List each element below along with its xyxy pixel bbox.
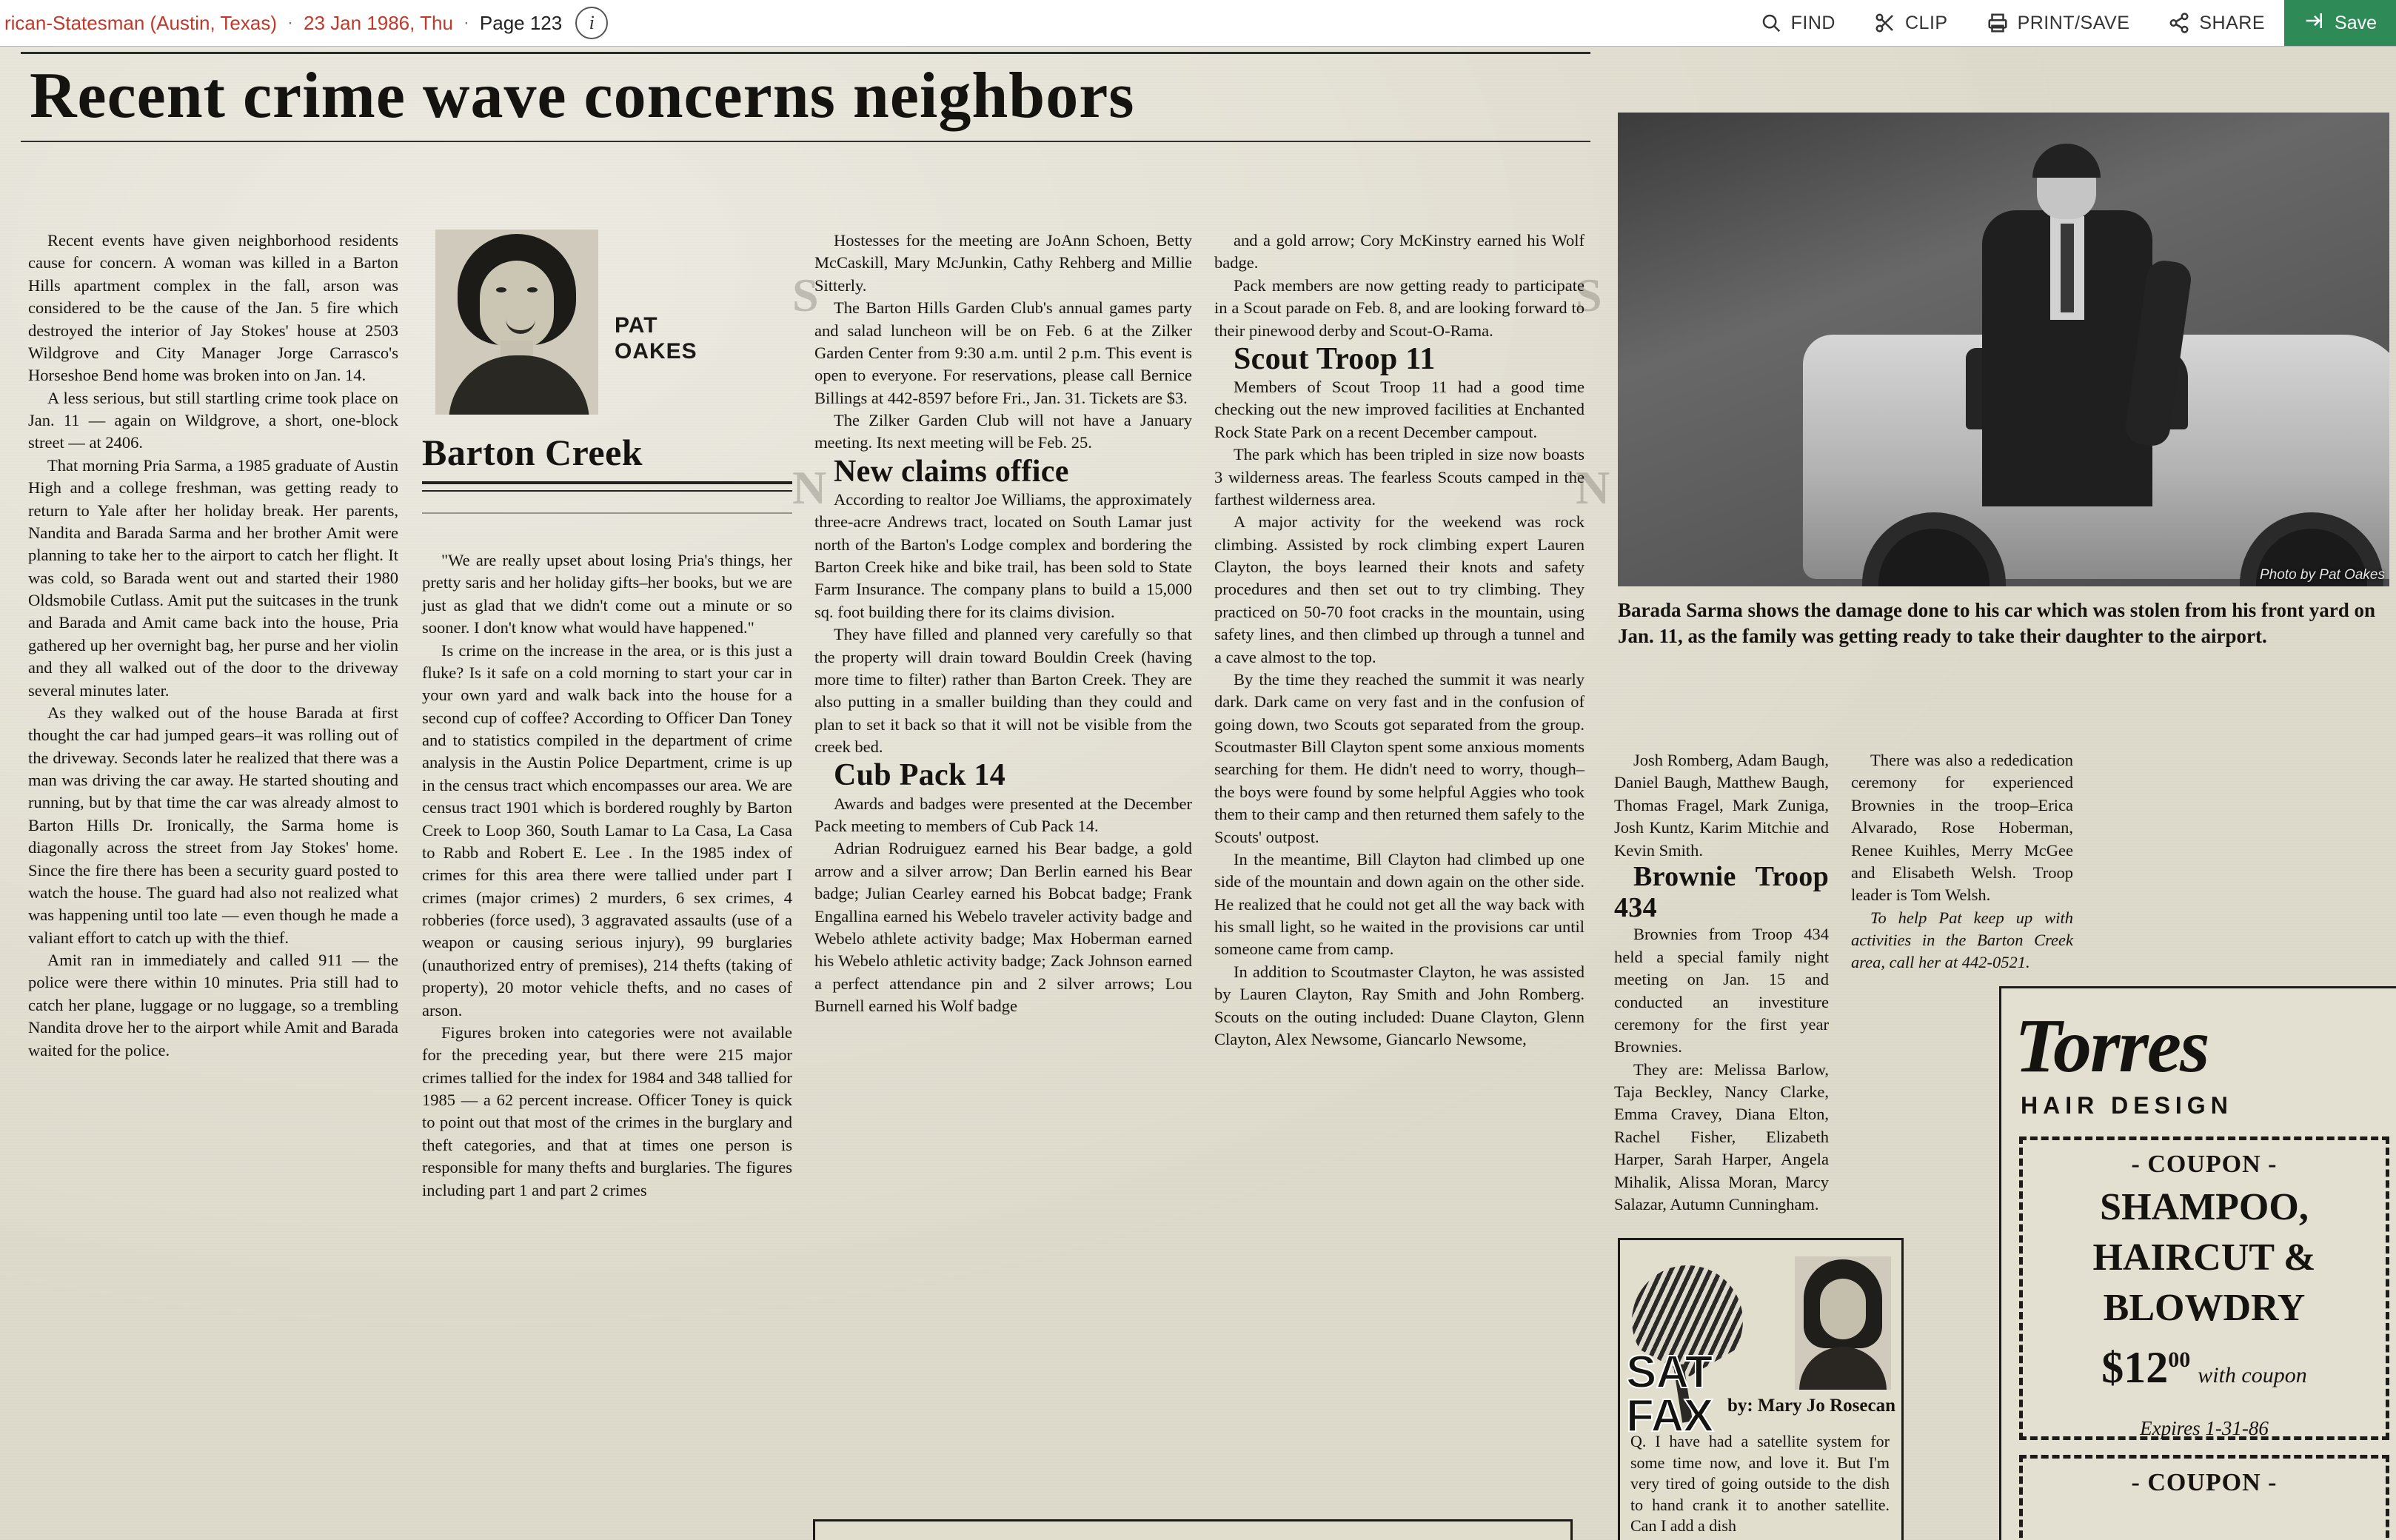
breadcrumb-date[interactable]: 23 Jan 1986, Thu <box>304 11 453 34</box>
breadcrumb-separator-1: · <box>287 13 293 33</box>
paragraph: Pack members are now getting ready to participate in a Scout parade on Feb. 8, and are looking forward to their pinewood derby and Scout-O-Rama. <box>1214 275 1584 340</box>
paragraph: Awards and badges were presented at the December Pack meeting to members of Cub Pack 14. <box>814 794 1192 835</box>
coupon-price <box>2023 1342 2386 1393</box>
coupon-price-value: 12 <box>2124 1342 2169 1392</box>
article-column-6 <box>1851 749 2073 974</box>
paragraph: "We are really upset about losing Pria's things, her pretty saris and her holiday gifts–her books, but we are just as glad that we didn't come out a minute or so sooner. I don't know what would have happened." <box>422 551 792 637</box>
column-title-rule-thick <box>422 481 792 484</box>
paragraph: That morning Pria Sarma, a 1985 graduate of Austin High and a college freshman, was getting ready to return to Yale after her holiday break. Her parents, Nandita and Barada Sarma and her brother Amit were planning to take her to the airport to catch her flight. It was cold, so Barada went out and started their 1980 Oldsmobile Cutlass. Amit put the suitcases in the trunk and Barada and Amit came back into the house, Pria gathered up her overnight bag, her purse and her violin and they all walked out of the door to the driveway several minutes later. <box>28 455 398 700</box>
paragraph: As they walked out of the house Barada at first thought the car had jumped gears–it was rolling out of the driveway. Seconds later he realized that there was a man was driving the car away. He started shouting and running, but by that time the car was already almost to Barton Hills Dr. Ironically, the Sarma home is diagonally across the street from Jay Stokes' home. Since the fire there has been a security guard posted to watch the house. The guard had also not realized what was happening until too late — even though he made a valiant effort to catch up with the thief. <box>28 703 398 947</box>
paragraph: They are: Melissa Barlow, Taja Beckley, Nancy Clarke, Emma Cravey, Diana Elton, Rachel Fisher, Elizabeth Harper, Sarah Harper, Angela Mihalik, Alissa Moran, Marcy Salazar, Autumn Cunningham. <box>1614 1059 1829 1213</box>
coupon-price-note: with coupon <box>2198 1362 2307 1387</box>
paragraph: In addition to Scoutmaster Clayton, he was assisted by Lauren Clayton, Ray Smith and John Romberg. Scouts on the outing included: Duane Clayton, Glenn Clayton, Alex Newsome, Giancarlo Newsome, <box>1214 962 1584 1048</box>
find-label: FIND <box>1790 12 1836 33</box>
scissors-icon <box>1874 12 1896 34</box>
portrait-body <box>1799 1347 1887 1390</box>
ad-satfax-logo-line2: FAX <box>1626 1390 1713 1442</box>
coupon-service-1: SHAMPOO, <box>2100 1186 2309 1228</box>
coupon-2-title: - COUPON - <box>2131 1469 2278 1496</box>
subheading-cub-pack-14: Cub Pack 14 <box>834 758 1006 793</box>
paragraph: Brownies from Troop 434 held a special family night meeting on Jan. 15 and conducted an investiture ceremony for the first year Brownies. <box>1614 925 1829 1057</box>
breadcrumb-newspaper[interactable]: rican-Statesman (Austin, Texas) <box>4 11 277 34</box>
article-column-3 <box>814 230 1192 1017</box>
share-icon <box>2168 12 2190 34</box>
find-button[interactable] <box>1741 0 1855 46</box>
watermark-letter: S <box>792 269 819 321</box>
paragraph: The Zilker Garden Club will not have a January meeting. Its next meeting will be Feb. 25. <box>814 411 1192 452</box>
save-arrow-icon <box>2303 10 2326 37</box>
subheading-scout-troop-11: Scout Troop 11 <box>1234 341 1436 376</box>
info-icon[interactable]: i <box>575 7 608 39</box>
subheading-brownie-troop-434: Brownie Troop 434 <box>1614 860 1829 923</box>
ad-satfax-text: Q. I have had a satellite system for some time now, and love it. But I'm very tired of going outside to the dish to hand crank it to another satellite. Can I add a dish <box>1630 1432 1890 1536</box>
paragraph-contact-note: To help Pat keep up with activities in the Barton Creek area, call her at 442-0521. <box>1851 908 2073 972</box>
print-save-button[interactable] <box>1967 0 2149 46</box>
portrait-face <box>480 261 554 349</box>
ad-torres-subtitle: HAIR DESIGN <box>2021 1092 2233 1119</box>
ad-satfax-portrait <box>1795 1256 1891 1390</box>
print-save-label: PRINT/SAVE <box>2017 12 2130 33</box>
clip-button[interactable] <box>1855 0 1967 46</box>
portrait-body <box>449 355 589 415</box>
ad-torres-coupon-2[interactable] <box>2019 1455 2389 1540</box>
paragraph: Hostesses for the meeting are JoAnn Schoen, Betty McCaskill, Mary McJunkin, Cathy Rehberg and Millie Sitterly. <box>814 231 1192 295</box>
column-2-hairline <box>422 512 792 514</box>
photo-man-tie <box>2061 224 2074 312</box>
columnist-first-name: PAT <box>615 313 658 338</box>
ad-satfax[interactable] <box>1618 1238 1904 1540</box>
search-icon <box>1760 12 1782 34</box>
paragraph: Josh Romberg, Adam Baugh, Daniel Baugh, Matthew Baugh, Thomas Fragel, Mark Zuniga, Josh Kuntz, Karim Mitchie and Kevin Smith. <box>1614 751 1829 860</box>
column-title: Barton Creek <box>422 432 643 473</box>
paragraph: and a gold arrow; Cory McKinstry earned his Wolf badge. <box>1214 231 1584 272</box>
portrait-eye-right <box>527 287 538 292</box>
article-headline: Recent crime wave concerns neighbors <box>30 60 1135 132</box>
watermark-letter: S <box>1576 269 1602 321</box>
ad-satfax-byline: by: Mary Jo Rosecan <box>1727 1396 1895 1416</box>
ad-satfax-logo-line1: SAT <box>1626 1347 1713 1398</box>
columnist-last-name: OAKES <box>615 339 697 364</box>
newspaper-page[interactable] <box>0 46 2396 1540</box>
ad-torres-logo: Torres <box>2015 1003 2209 1088</box>
bottom-ad-box <box>813 1519 1573 1540</box>
printer-icon <box>1987 12 2009 34</box>
top-rule <box>21 52 1590 54</box>
paragraph: They have filled and planned very carefully so that the property will drain toward Bouldin Creek (having more time to filter) rather than Barton Creek. They are also putting in a smaller building than they could and plan to set it back so that it will not be visible from the creek bed. <box>814 625 1192 757</box>
breadcrumb-page: Page 123 <box>479 11 563 34</box>
column-title-rule-thin <box>422 490 792 492</box>
coupon-expiry: Expires 1-31-86 <box>2140 1416 2269 1439</box>
paragraph: Amit ran in immediately and called 911 — the police were there within 10 minutes. Pria still had to catch her plane, luggage or no luggage, so a trembling Nandita drove her to the airport while Amit and Barada waited for the police. <box>28 951 398 1059</box>
article-column-4 <box>1214 230 1584 1051</box>
article-photo <box>1618 113 2389 586</box>
subheading-new-claims-office: New claims office <box>834 454 1069 489</box>
ad-torres-coupon[interactable] <box>2019 1136 2389 1440</box>
ad-satfax-logo <box>1626 1347 1713 1442</box>
paragraph: A less serious, but still startling crime took place on Jan. 11 — again on Wildgrove, a short, one-block street — at 2406. <box>28 388 398 452</box>
article-column-2 <box>422 549 792 1202</box>
coupon-service-2: HAIRCUT & <box>2092 1236 2316 1279</box>
watermark-letter: N <box>792 461 827 514</box>
article-column-5 <box>1614 749 1829 1216</box>
paragraph: Recent events have given neighborhood residents cause for concern. A woman was killed in a Barton Hills apartment complex in the fall, arson was considered to be the cause of the Jan. 5 fire which destroyed the interior of Jay Stokes' house at 2503 Wildgrove and City Manager Jorge Carrasco's Horseshoe Bend home was broken into on Jan. 14. <box>28 231 398 385</box>
paragraph: Figures broken into categories were not available for the preceding year, but there were 215 major crimes tallied for the index for 1984 and 348 tallied for 1985 — a 62 percent increase. Officer Toney is quick to point out that most of the crimes in the burglary and theft categories, and that at times one person is responsible for many thefts and burglaries. The figures including part 1 and part 2 crimes <box>422 1022 792 1199</box>
headline-rule <box>21 141 1590 142</box>
photo-credit: Photo by Pat Oakes <box>2260 567 2385 583</box>
share-button[interactable] <box>2149 0 2284 46</box>
columnist-name <box>615 312 785 365</box>
coupon-service-3: BLOWDRY <box>2103 1287 2306 1330</box>
paragraph: There was also a rededication ceremony for experienced Brownies in the troop–Erica Alvarado, Rose Hoberman, Renee Kuihles, Merry McGee and Elisabeth Welsh. Troop leader is Tom Welsh. <box>1851 751 2073 905</box>
paragraph: Is crime on the increase in the area, or is this just a fluke? Is it safe on a cold morning to start your car in your own yard and walk back into the house for a second cup of coffee? According to Officer Dan Toney and to statistics compiled in the department of crime analysis in the Austin Police Department, crime is up in the census tract which encompasses our area. We are census tract 1901 which is bordered roughly by Barton Creek to Loop 360, South Lamar to La Casa, La Casa to Rabb and Robert E. Lee . In the 1985 index of crimes for this area there were tallied under part I crimes (major crimes) 2 murders, 6 sex crimes, 4 robberies (force used), 3 aggravated assaults (use of a weapon or causing serious injury), 99 burglaries (unauthorized entry of premises), 214 thefts (taking of property), 20 motor vehicle thefts, and no cases of arson. <box>422 640 792 1020</box>
toolbar-actions <box>1741 0 2396 46</box>
paragraph: By the time they reached the summit it was nearly dark. Dark came on very fast and in the confusion of going down, two Scouts got separated from the group. Scoutmaster Bill Clayton spent some anxious moments searching for them. He didn't need to worry, though–the boys were found by some helpful Aggies who took them to their camp and then returned them safely to the Scouts' outpost. <box>1214 669 1584 846</box>
watermark-letter: N <box>1576 461 1610 514</box>
portrait-eye-left <box>496 287 506 292</box>
paragraph: According to realtor Joe Williams, the approximately three-acre Andrews tract, located on South Lamar just north of the Barton's Lodge complex and bordering the Barton Creek hike and bike trail, has been sold to State Farm Insurance. The company plans to build a 15,000 sq. foot building there for its claims division. <box>814 489 1192 621</box>
photo-caption: Barada Sarma shows the damage done to his car which was stolen from his front yard on Jan. 11, as the family was getting ready to take their daughter to the airport. <box>1618 599 2376 647</box>
paragraph: Members of Scout Troop 11 had a good time checking out the new improved facilities at Enchanted Rock State Park on a recent December campout. <box>1214 378 1584 441</box>
columnist-portrait <box>435 230 598 415</box>
breadcrumb-separator-2: · <box>463 13 469 33</box>
breadcrumb <box>0 7 608 39</box>
paragraph: Adrian Rodruiguez earned his Bear badge, a gold arrow and a silver arrow; Dan Berlin earned his Bear badge; Julian Cearley earned his Bobcat badge; Frank Engallina earned his Webelo traveler activity badge and Webelo athlete activity badge; Max Hoberman earned his Webelo athletic activity badge; Zack Johnson earned a perfect attendance pin and 2 silver arrows; Lou Burnell earned his Wolf badge <box>814 839 1192 1015</box>
save-label: Save <box>2335 12 2377 33</box>
clip-label: CLIP <box>1904 12 1948 33</box>
portrait-face <box>1820 1279 1866 1339</box>
ad-torres[interactable] <box>1999 986 2396 1540</box>
save-button[interactable] <box>2284 0 2396 46</box>
paragraph: In the meantime, Bill Clayton had climbed up one side of the mountain and down again on the other side. He realized that he could not get all the way back with his small light, so he waited in the provisions car until someone came from camp. <box>1214 849 1584 959</box>
coupon-price-cents: 00 <box>2168 1347 2191 1372</box>
coupon-title: - COUPON - <box>2131 1151 2278 1178</box>
share-label: SHARE <box>2199 12 2266 33</box>
paragraph: The park which has been tripled in size now boasts 3 wilderness areas. The fearless Scouts camped in the farthest wilderness area. <box>1214 445 1584 509</box>
paragraph: The Barton Hills Garden Club's annual games party and salad luncheon will be on Feb. 6 at the Zilker Garden Center from 9:30 a.m. until 2 p.m. This event is open to everyone. For reservations, please call Bernice Billings at 442-8597 before Fri., Jan. 31. Tickets are $3. <box>814 298 1192 407</box>
coupon-price-symbol: $ <box>2101 1342 2124 1392</box>
top-toolbar <box>0 0 2396 47</box>
article-column-1 <box>28 230 398 1062</box>
paragraph: A major activity for the weekend was rock climbing. Assisted by rock climbing expert Lauren Clayton, the boys learned their knots and safety procedures and then set out to try climbing. They practiced on 50-70 foot cracks in the mountain, using safety lines, and then climbed up through a tunnel and a cave almost to the top. <box>1214 512 1584 666</box>
